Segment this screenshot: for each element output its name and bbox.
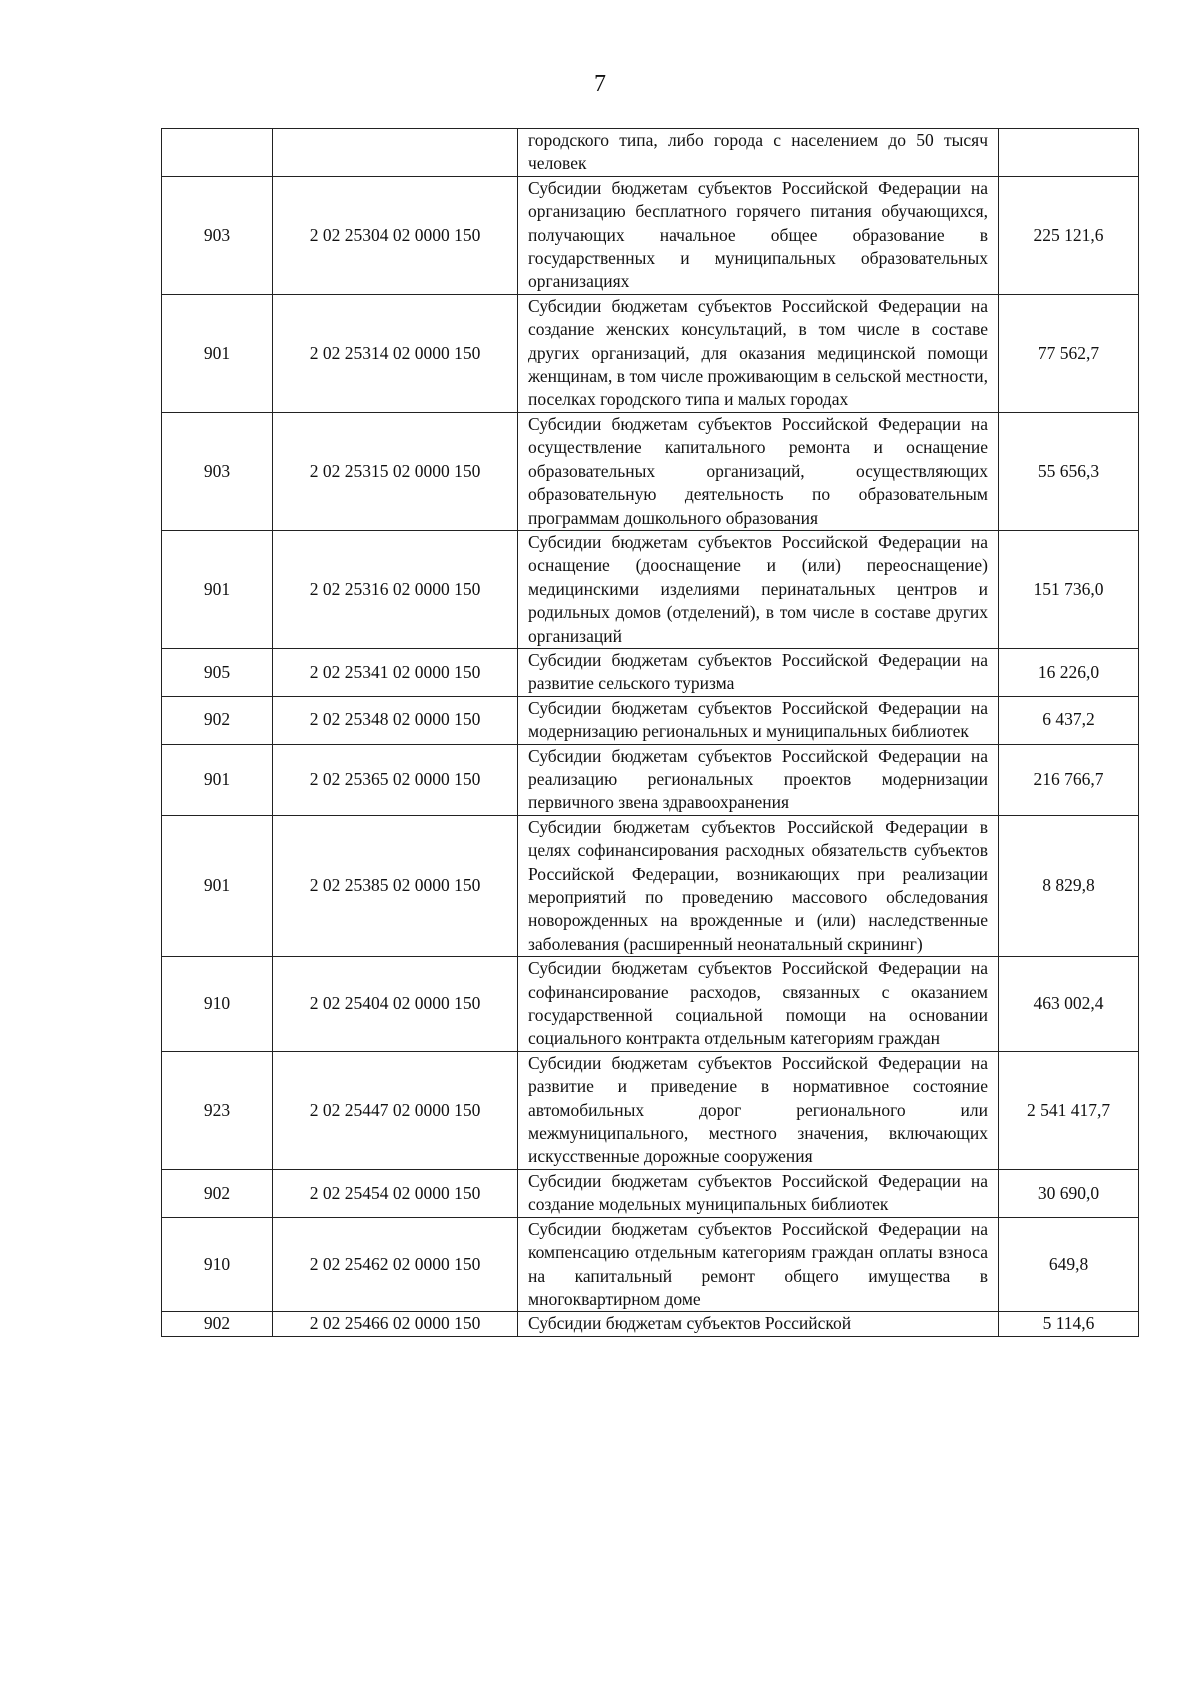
- admin-code-cell: 902: [162, 696, 273, 744]
- table-row: [162, 1217, 1139, 1312]
- admin-code-cell: 901: [162, 294, 273, 412]
- revenue-description-cell: Субсидии бюджетам субъектов Российской: [518, 1312, 999, 1336]
- amount-cell: 216 766,7: [999, 744, 1139, 815]
- admin-code-cell: 910: [162, 1217, 273, 1312]
- table-row: [162, 1312, 1139, 1336]
- budget-classification-code-cell: 2 02 25341 02 0000 150: [273, 648, 518, 696]
- budget-classification-code-cell: 2 02 25365 02 0000 150: [273, 744, 518, 815]
- amount-cell: 5 114,6: [999, 1312, 1139, 1336]
- table-row: [162, 744, 1139, 815]
- admin-code-cell: 910: [162, 957, 273, 1052]
- admin-code-cell: 902: [162, 1312, 273, 1336]
- budget-classification-code-cell: 2 02 25466 02 0000 150: [273, 1312, 518, 1336]
- amount-cell: 16 226,0: [999, 648, 1139, 696]
- revenue-description-cell: Субсидии бюджетам субъектов Российской Федерации на модернизацию региональных и муниципальных библиотек: [518, 696, 999, 744]
- revenue-description-cell: Субсидии бюджетам субъектов Российской Федерации в целях софинансирования расходных обязательств субъектов Российской Федерации, возникающих при реализации мероприятий по проведению массового обследования новорожденных на врожденные и (или) наследственные заболевания (расширенный неонатальный скрининг): [518, 815, 999, 956]
- revenue-description-cell: Субсидии бюджетам субъектов Российской Федерации на организацию бесплатного горячего питания обучающихся, получающих начальное общее образование в государственных и муниципальных образовательных организациях: [518, 176, 999, 294]
- budget-classification-code-cell: 2 02 25315 02 0000 150: [273, 412, 518, 530]
- amount-cell: 77 562,7: [999, 294, 1139, 412]
- budget-classification-code-cell: 2 02 25447 02 0000 150: [273, 1051, 518, 1169]
- amount-cell: 2 541 417,7: [999, 1051, 1139, 1169]
- budget-revenue-table: [161, 128, 1139, 1337]
- budget-classification-code-cell: [273, 129, 518, 177]
- table-body: [162, 129, 1139, 1337]
- revenue-description-cell: Субсидии бюджетам субъектов Российской Федерации на создание модельных муниципальных библиотек: [518, 1169, 999, 1217]
- revenue-description-cell: Субсидии бюджетам субъектов Российской Федерации на создание женских консультаций, в том числе в составе других организаций, для оказания медицинской помощи женщинам, в том числе проживающим в сельской местности, поселках городского типа и малых городах: [518, 294, 999, 412]
- amount-cell: [999, 129, 1139, 177]
- table-row: [162, 176, 1139, 294]
- admin-code-cell: 923: [162, 1051, 273, 1169]
- table-row: [162, 412, 1139, 530]
- admin-code-cell: 901: [162, 530, 273, 648]
- amount-cell: 55 656,3: [999, 412, 1139, 530]
- revenue-description-cell: Субсидии бюджетам субъектов Российской Федерации на осуществление капитального ремонта и оснащение образовательных организаций, осуществляющих образовательную деятельность по образовательным программам дошкольного образования: [518, 412, 999, 530]
- budget-classification-code-cell: 2 02 25348 02 0000 150: [273, 696, 518, 744]
- amount-cell: 30 690,0: [999, 1169, 1139, 1217]
- amount-cell: 8 829,8: [999, 815, 1139, 956]
- budget-classification-code-cell: 2 02 25404 02 0000 150: [273, 957, 518, 1052]
- budget-classification-code-cell: 2 02 25314 02 0000 150: [273, 294, 518, 412]
- admin-code-cell: 903: [162, 176, 273, 294]
- budget-classification-code-cell: 2 02 25462 02 0000 150: [273, 1217, 518, 1312]
- page-number: 7: [594, 71, 606, 97]
- amount-cell: 6 437,2: [999, 696, 1139, 744]
- budget-classification-code-cell: 2 02 25304 02 0000 150: [273, 176, 518, 294]
- admin-code-cell: [162, 129, 273, 177]
- table-row: [162, 1051, 1139, 1169]
- table-row: [162, 648, 1139, 696]
- revenue-description-cell: Субсидии бюджетам субъектов Российской Федерации на компенсацию отдельным категориям граждан оплаты взноса на капитальный ремонт общего имущества в многоквартирном доме: [518, 1217, 999, 1312]
- table-row: [162, 815, 1139, 956]
- amount-cell: 151 736,0: [999, 530, 1139, 648]
- budget-classification-code-cell: 2 02 25385 02 0000 150: [273, 815, 518, 956]
- table-row: [162, 294, 1139, 412]
- revenue-description-cell: городского типа, либо города с населением до 50 тысяч человек: [518, 129, 999, 177]
- budget-classification-code-cell: 2 02 25316 02 0000 150: [273, 530, 518, 648]
- revenue-description-cell: Субсидии бюджетам субъектов Российской Федерации на реализацию региональных проектов модернизации первичного звена здравоохранения: [518, 744, 999, 815]
- table-row: [162, 1169, 1139, 1217]
- amount-cell: 463 002,4: [999, 957, 1139, 1052]
- table-row: [162, 696, 1139, 744]
- admin-code-cell: 903: [162, 412, 273, 530]
- admin-code-cell: 905: [162, 648, 273, 696]
- admin-code-cell: 902: [162, 1169, 273, 1217]
- admin-code-cell: 901: [162, 815, 273, 956]
- admin-code-cell: 901: [162, 744, 273, 815]
- revenue-description-cell: Субсидии бюджетам субъектов Российской Федерации на софинансирование расходов, связанных с оказанием государственной социальной помощи на основании социального контракта отдельным категориям граждан: [518, 957, 999, 1052]
- revenue-description-cell: Субсидии бюджетам субъектов Российской Федерации на оснащение (дооснащение и (или) переоснащение) медицинскими изделиями перинатальных центров и родильных домов (отделений), в том числе в составе других организаций: [518, 530, 999, 648]
- amount-cell: 225 121,6: [999, 176, 1139, 294]
- revenue-description-cell: Субсидии бюджетам субъектов Российской Федерации на развитие сельского туризма: [518, 648, 999, 696]
- budget-classification-code-cell: 2 02 25454 02 0000 150: [273, 1169, 518, 1217]
- table-row: [162, 530, 1139, 648]
- amount-cell: 649,8: [999, 1217, 1139, 1312]
- revenue-description-cell: Субсидии бюджетам субъектов Российской Федерации на развитие и приведение в нормативное состояние автомобильных дорог регионального или межмуниципального, местного значения, включающих искусственные дорожные сооружения: [518, 1051, 999, 1169]
- table-row: [162, 957, 1139, 1052]
- table-row: [162, 129, 1139, 177]
